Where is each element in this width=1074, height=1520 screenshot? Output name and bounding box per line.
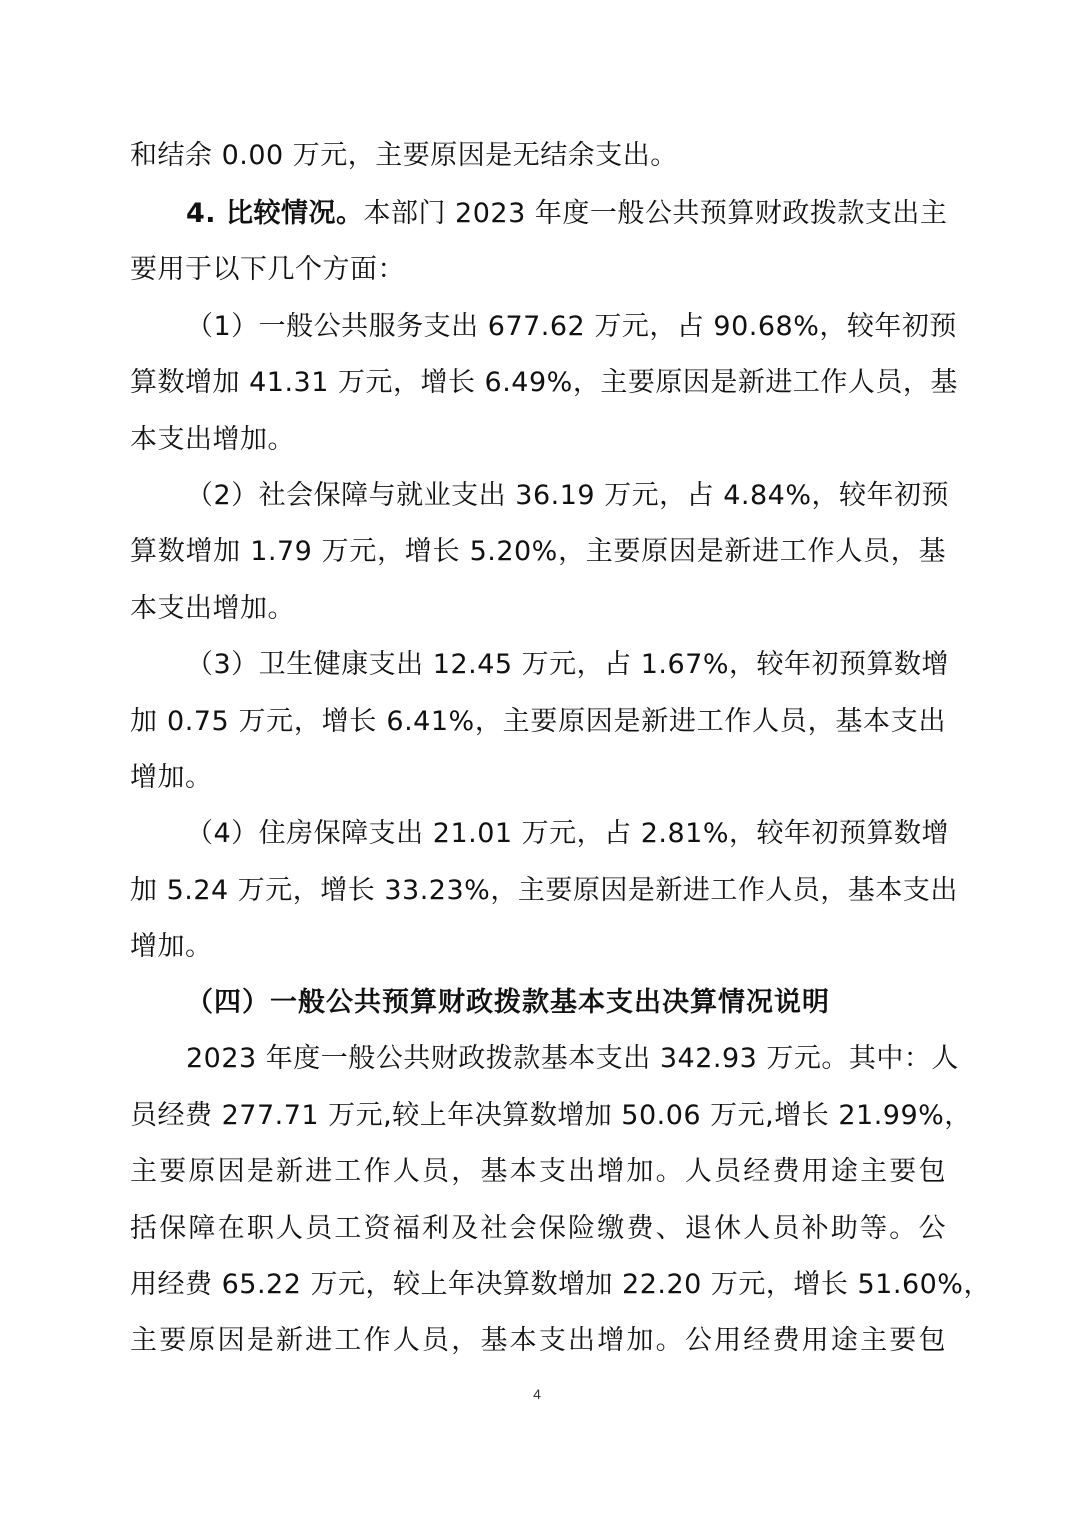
comparison-text: 本部门 2023 年度一般公共预算财政拨款支出主 <box>363 198 948 229</box>
comparison-label: 4. 比较情况。 <box>186 198 364 229</box>
paragraph-line: （3）卫生健康支出 12.45 万元，占 1.67%，较年初预算数增 <box>186 649 949 680</box>
paragraph-line: 增加。 <box>130 931 213 962</box>
paragraph-line: （4）住房保障支出 21.01 万元，占 2.81%，较年初预算数增 <box>186 818 949 849</box>
paragraph-line: 主要原因是新进工作人员，基本支出增加。公用经费用途主要包 <box>130 1325 946 1356</box>
paragraph-line: 用经费 65.22 万元，较上年决算数增加 22.20 万元，增长 51.60%， <box>130 1269 991 1300</box>
paragraph-line: 员经费 277.71 万元,较上年决算数增加 50.06 万元,增长 21.99%， <box>130 1100 972 1131</box>
paragraph-line: 增加。 <box>130 762 213 793</box>
paragraph-line: 算数增加 1.79 万元，增长 5.20%，主要原因是新进工作人员，基 <box>130 536 946 567</box>
paragraph-line: 加 5.24 万元，增长 33.23%，主要原因是新进工作人员，基本支出 <box>130 875 958 906</box>
section-heading: （四）一般公共预算财政拨款基本支出决算情况说明 <box>186 987 830 1018</box>
paragraph-line: 本支出增加。 <box>130 593 295 624</box>
paragraph-line: （2）社会保障与就业支出 36.19 万元，占 4.84%，较年初预 <box>186 480 949 511</box>
paragraph-line: 算数增加 41.31 万元，增长 6.49%，主要原因是新进工作人员，基 <box>130 367 958 398</box>
paragraph-line: 主要原因是新进工作人员，基本支出增加。人员经费用途主要包 <box>130 1156 946 1187</box>
paragraph-line: 括保障在职人员工资福利及社会保险缴费、退休人员补助等。公 <box>130 1213 946 1244</box>
page-number: 4 <box>533 1386 541 1402</box>
paragraph-line: 2023 年度一般公共财政拨款基本支出 342.93 万元。其中：人 <box>186 1043 959 1074</box>
paragraph-line: 加 0.75 万元，增长 6.41%，主要原因是新进工作人员，基本支出 <box>130 706 946 737</box>
paragraph-line: 要用于以下几个方面： <box>130 254 405 285</box>
paragraph-line: 本支出增加。 <box>130 424 295 455</box>
paragraph-line: 和结余 0.00 万元，主要原因是无结余支出。 <box>130 140 678 171</box>
paragraph-line: （1）一般公共服务支出 677.62 万元，占 90.68%，较年初预 <box>186 311 957 342</box>
comparison-paragraph-line <box>186 194 946 234</box>
